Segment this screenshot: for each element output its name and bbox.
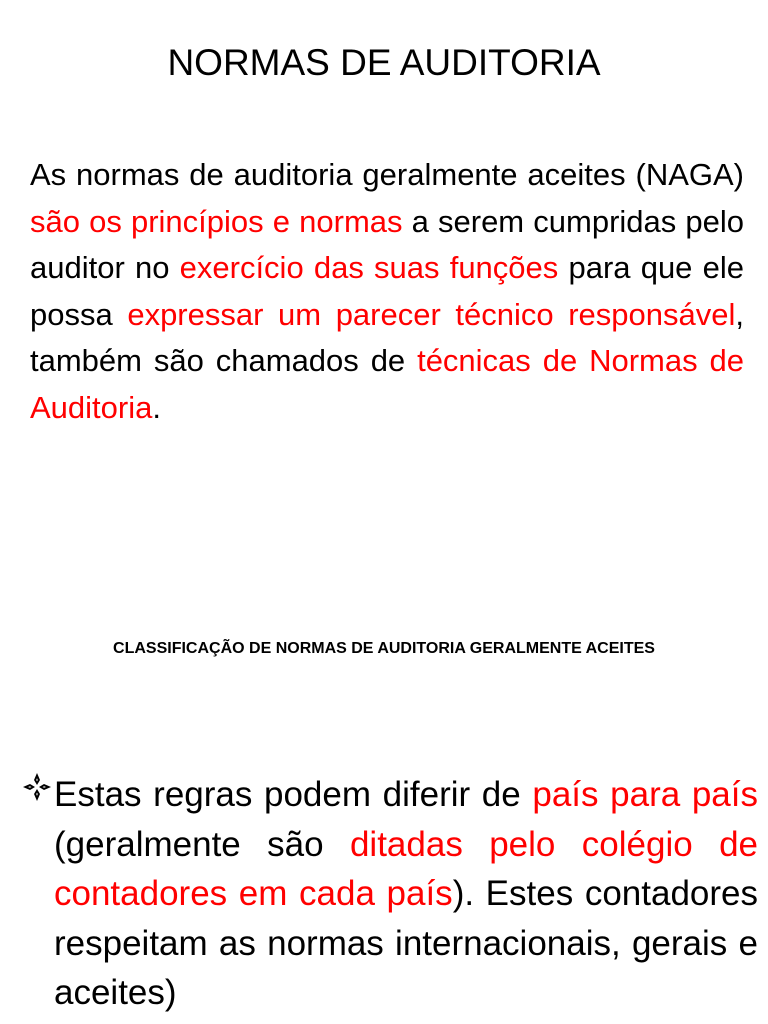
intro-text-5: . [152,389,161,425]
intro-highlight-1: são os princípios e normas [30,203,403,239]
bullet-text [54,770,758,1018]
diamond-star-bullet-icon [22,772,52,802]
intro-text-1: As normas de auditoria geralmente aceites (NAGA) [30,157,744,192]
bullet-text-1: Estas regras podem diferir de [54,775,533,814]
intro-highlight-2: exercício das suas funções [179,250,559,285]
intro-text-3: para que ele possa [30,250,744,332]
bullet-text-3: ). Estes contadores respeitam as normas internacionais, gerais e aceites) [54,874,758,1012]
intro-highlight-4: técnicas de Normas de Auditoria [30,343,744,425]
bullet-highlight-1: país para país [532,775,759,814]
classification-subheading: CLASSIFICAÇÃO DE NORMAS DE AUDITORIA GERALMENTE ACEITES [113,640,655,657]
bullet-highlight-2: ditadas pelo colégio de contadores em cada país [54,824,758,913]
intro-highlight-3: expressar um parecer técnico responsável [127,296,736,332]
bullet-item [22,770,758,1018]
intro-text-2: a serem cumpridas pelo auditor no [30,203,744,285]
bullet-text-2: (geralmente são [54,824,350,864]
slide-title: NORMAS DE AUDITORIA [167,42,601,83]
intro-text-4: , também são chamados de [30,296,744,378]
intro-paragraph [30,152,744,431]
